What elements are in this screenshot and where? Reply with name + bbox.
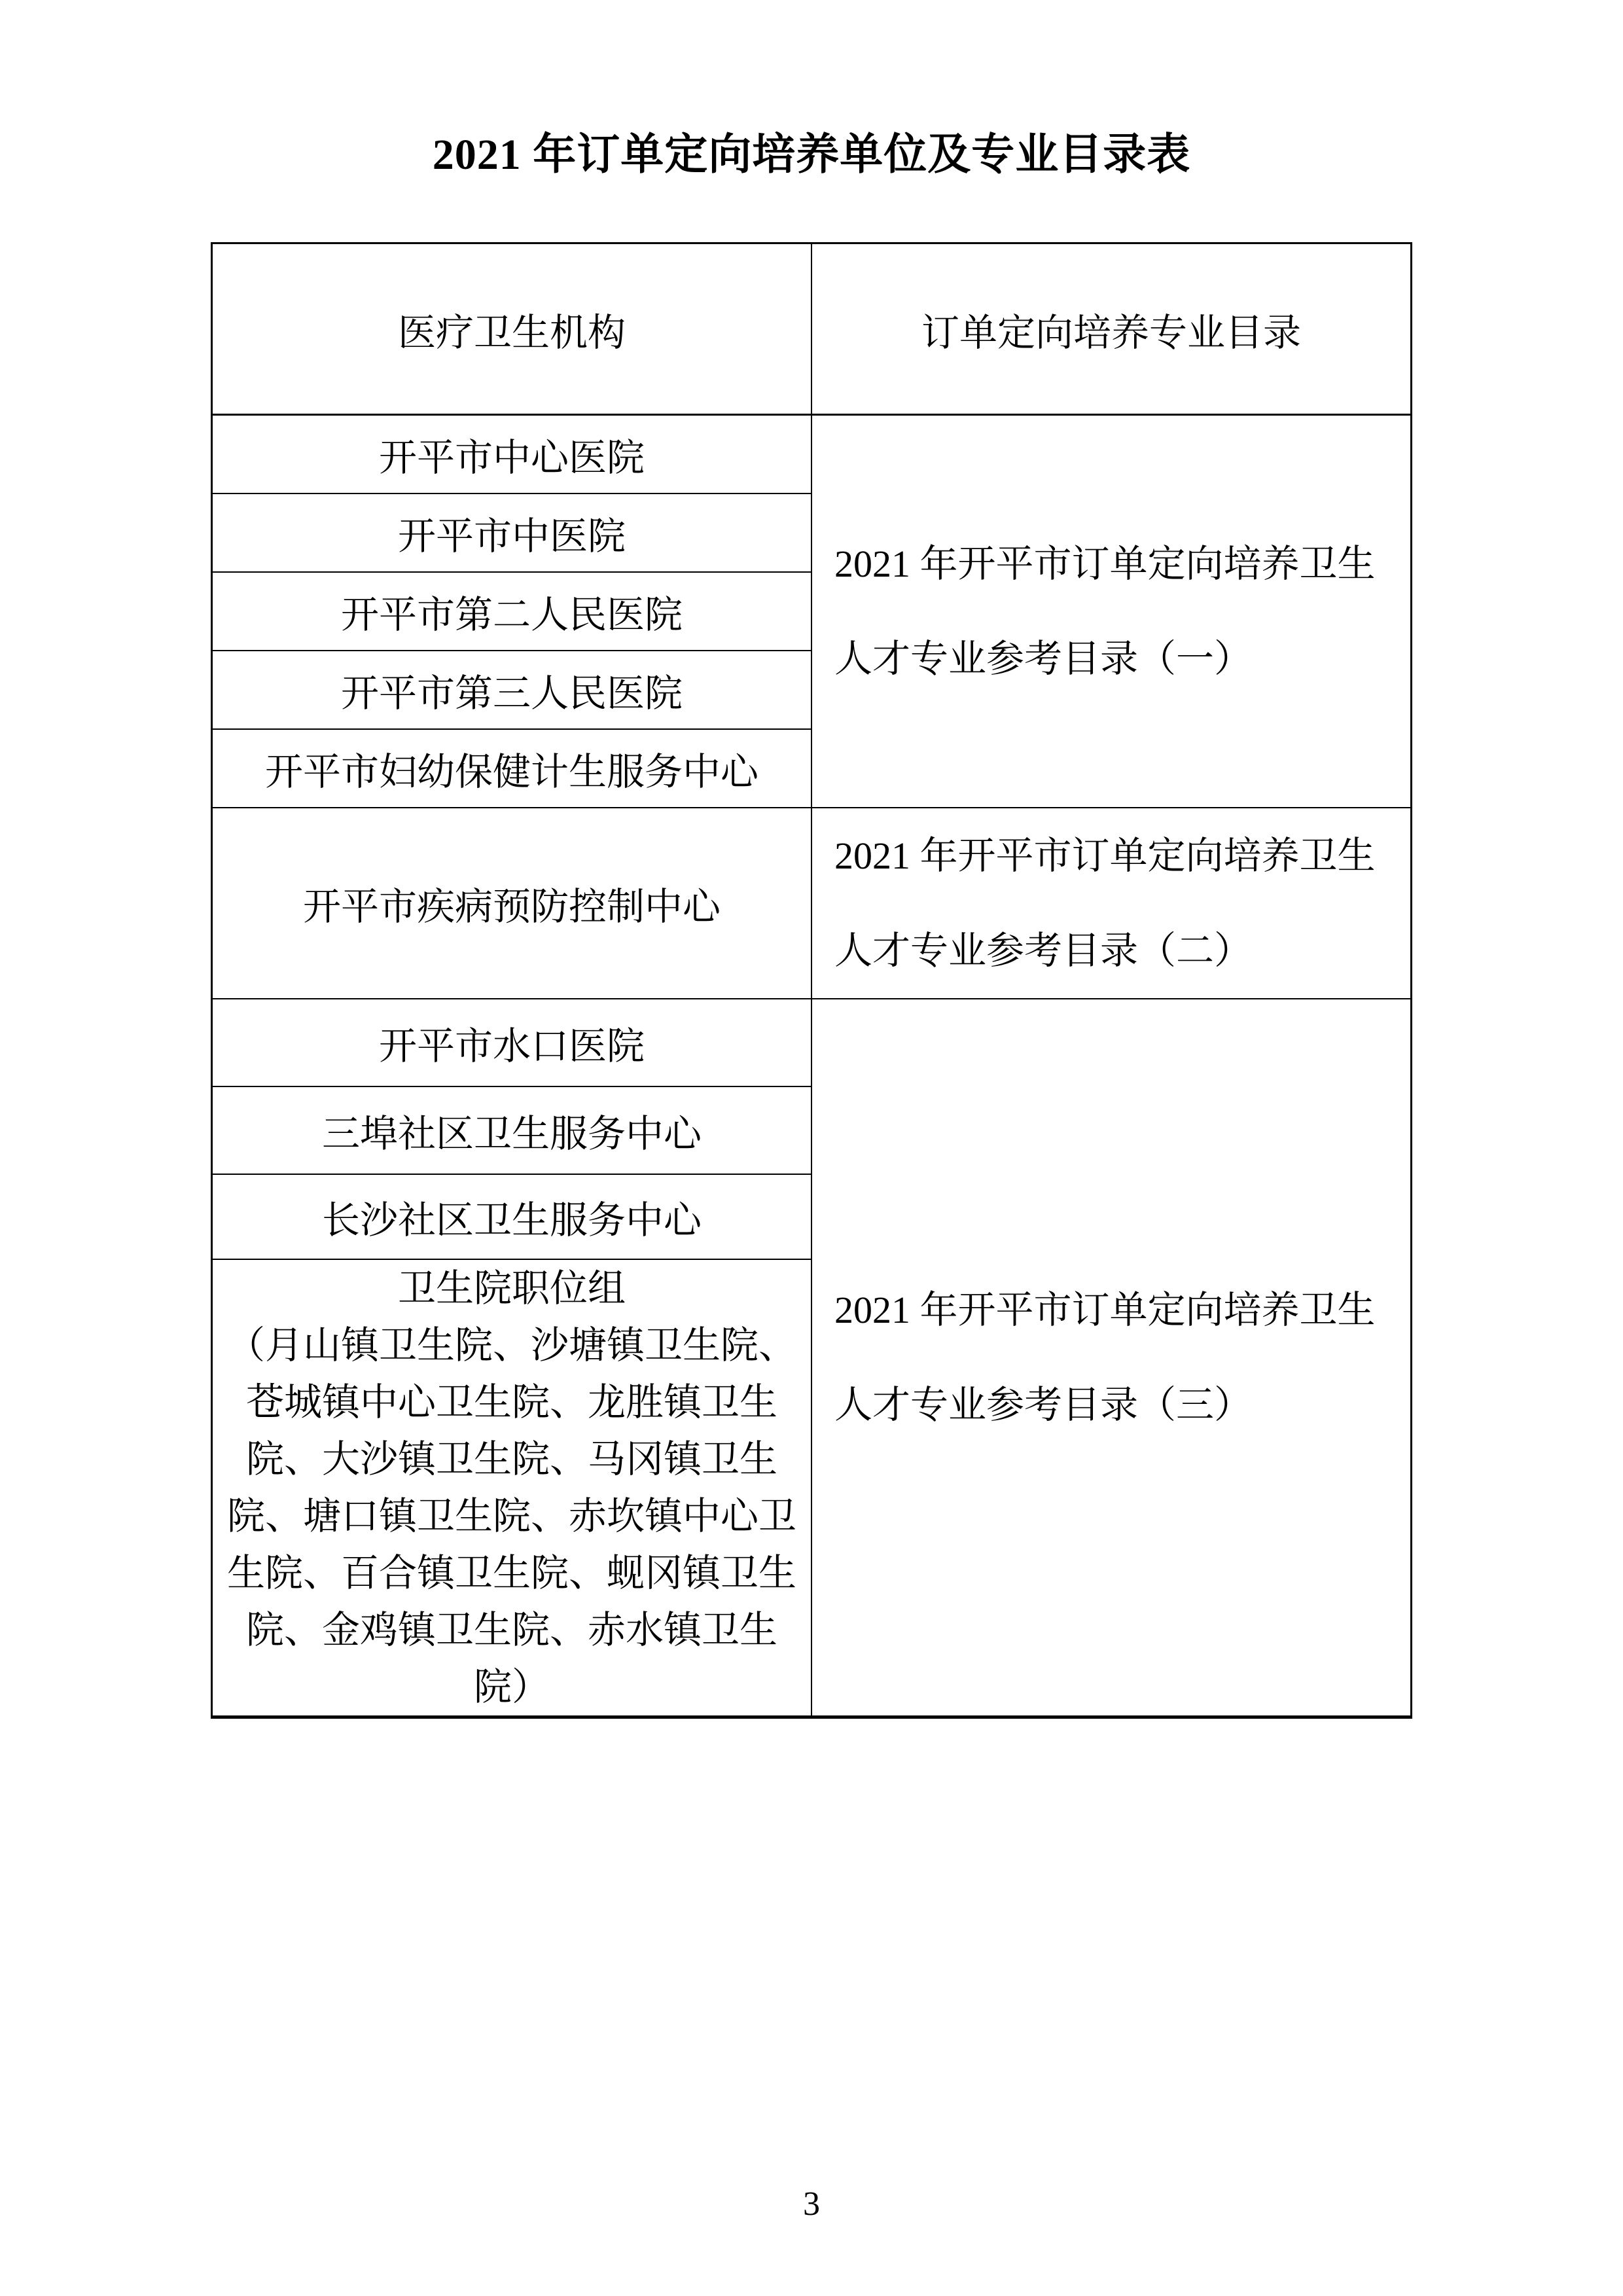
table-row [212,808,1412,999]
table-header-row [212,243,1412,415]
catalog-cell-group-2: 2021 年开平市订单定向培养卫生人才专业参考目录（二） [812,808,1412,999]
page-number: 3 [803,2185,820,2223]
institution-cell: 开平市妇幼保健计生服务中心 [212,729,812,808]
page-title: 2021 年订单定向培养单位及专业目录表 [432,131,1191,179]
institution-cell: 开平市疾病预防控制中心 [212,808,812,999]
institution-cell: 长沙社区卫生服务中心 [212,1174,812,1259]
institution-cell: 开平市中医院 [212,493,812,572]
institution-cell: 开平市第三人民医院 [212,651,812,729]
institution-cell: 开平市水口医院 [212,999,812,1086]
hospital-group-members: （月山镇卫生院、沙塘镇卫生院、苍城镇中心卫生院、龙胜镇卫生院、大沙镇卫生院、马冈镇卫生院、塘口镇卫生院、赤坎镇中心卫生院、百合镇卫生院、蚬冈镇卫生院、金鸡镇卫生院、赤水镇卫生院） [226,1323,796,1708]
table-row [212,999,1412,1086]
table-row [212,415,1412,493]
institution-cell: 三埠社区卫生服务中心 [212,1086,812,1174]
institution-cell: 开平市中心医院 [212,415,812,493]
catalog-cell-group-3: 2021 年开平市订单定向培养卫生人才专业参考目录（三） [812,999,1412,1717]
col-header-catalog: 订单定向培养专业目录 [812,243,1412,415]
hospital-group-label: 卫生院职位组 [397,1266,626,1310]
hospital-group-cell [212,1259,812,1717]
institution-cell: 开平市第二人民医院 [212,572,812,651]
catalog-table [211,242,1412,1719]
catalog-cell-group-1: 2021 年开平市订单定向培养卫生人才专业参考目录（一） [812,415,1412,808]
col-header-institution: 医疗卫生机构 [212,243,812,415]
